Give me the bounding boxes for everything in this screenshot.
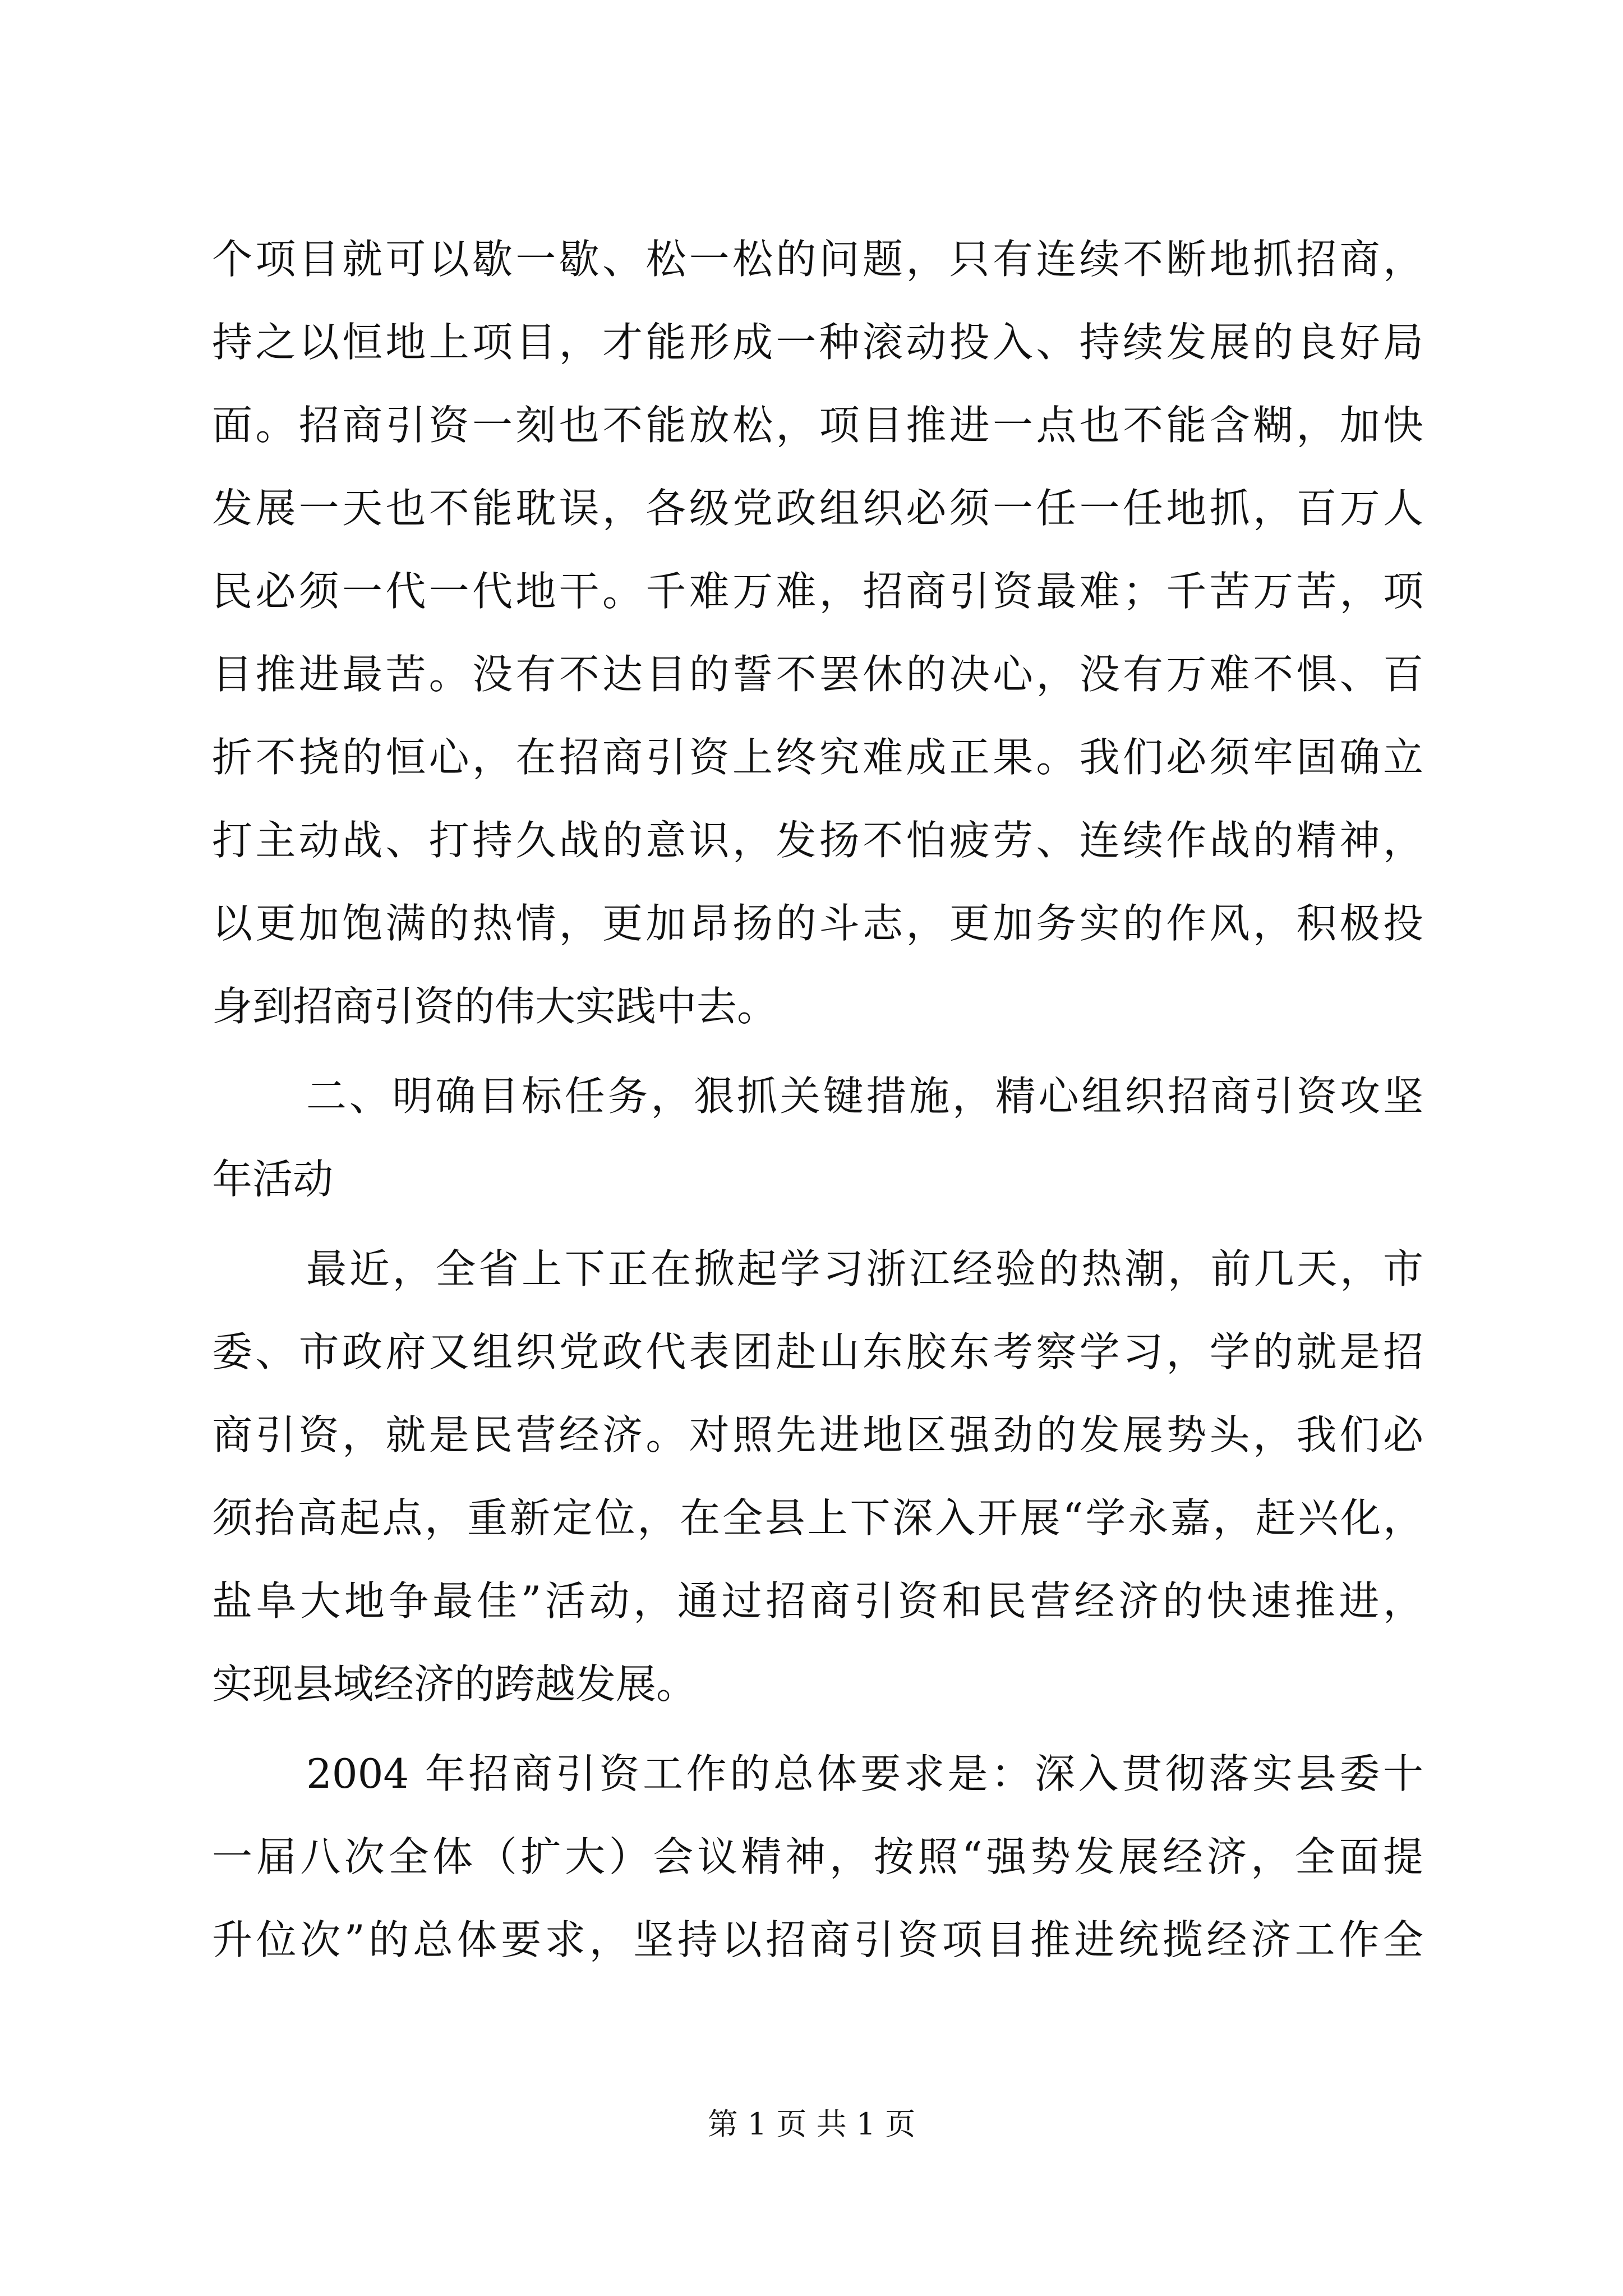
text-line: 目推进最苦。没有不达目的誓不罢休的决心，没有万难不惧、百 bbox=[212, 651, 1423, 698]
text-line: 发展一天也不能耽误，各级党政组织必须一任一任地抓，百万人 bbox=[212, 485, 1423, 532]
section-heading-line: 年活动 bbox=[212, 1156, 334, 1203]
text-line: 一届八次全体（扩大）会议精神，按照“强势发展经济，全面提 bbox=[212, 1833, 1423, 1880]
text-line: 身到招商引资的伟大实践中去。 bbox=[212, 983, 778, 1030]
text-line: 打主动战、打持久战的意识，发扬不怕疲劳、连续作战的精神， bbox=[212, 817, 1423, 864]
text-line: 个项目就可以歇一歇、松一松的问题，只有连续不断地抓招商， bbox=[212, 236, 1423, 283]
text-line: 面。招商引资一刻也不能放松，项目推进一点也不能含糊，加快 bbox=[212, 402, 1423, 449]
text-line: 实现县域经济的跨越发展。 bbox=[212, 1660, 697, 1708]
page-footer: 第 1 页 共 1 页 bbox=[707, 2106, 916, 2142]
section-heading-line: 二、明确目标任务，狠抓关键措施，精心组织招商引资攻坚 bbox=[306, 1073, 1423, 1120]
text-line: 持之以恒地上项目，才能形成一种滚动投入、持续发展的良好局 bbox=[212, 319, 1423, 366]
text-line: 委、市政府又组织党政代表团赴山东胶东考察学习，学的就是招 bbox=[212, 1328, 1423, 1375]
text-line: 以更加饱满的热情，更加昂扬的斗志，更加务实的作风，积极投 bbox=[212, 900, 1423, 947]
text-line: 2004 年招商引资工作的总体要求是：深入贯彻落实县委十 bbox=[306, 1750, 1423, 1797]
text-line: 盐阜大地争最佳”活动，通过招商引资和民营经济的快速推进， bbox=[212, 1577, 1423, 1625]
text-line: 民必须一代一代地干。千难万难，招商引资最难；千苦万苦，项 bbox=[212, 568, 1423, 615]
text-line: 须抬高起点，重新定位，在全县上下深入开展“学永嘉，赶兴化， bbox=[212, 1494, 1423, 1542]
document-body bbox=[212, 218, 1423, 1981]
text-line: 升位次”的总体要求，坚持以招商引资项目推进统揽经济工作全 bbox=[212, 1916, 1423, 1963]
text-line: 折不挠的恒心，在招商引资上终究难成正果。我们必须牢固确立 bbox=[212, 734, 1423, 781]
text-line: 最近，全省上下正在掀起学习浙江经验的热潮，前几天，市 bbox=[306, 1245, 1423, 1292]
text-line: 商引资，就是民营经济。对照先进地区强劲的发展势头，我们必 bbox=[212, 1411, 1423, 1458]
